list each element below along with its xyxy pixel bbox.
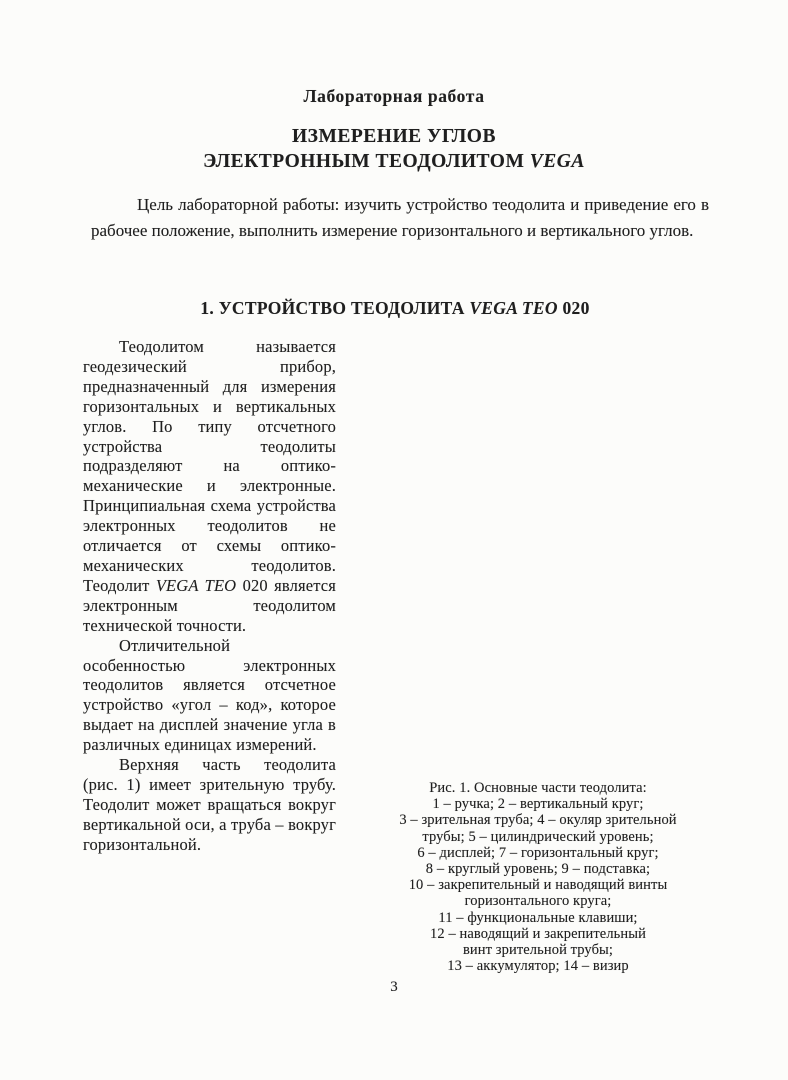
paragraph-1-model: VEGA TEO [155,575,237,595]
section-heading [85,298,705,319]
caption-line: 8 – круглый уровень; 9 – подставка; [425,861,651,878]
caption-line: 10 – закрепительный и наводящий винты [408,877,668,894]
callout-labels [340,340,347,357]
paragraph-1-pre: Теодолитом называется геодезический прибор, предназначенный для измерения горизонтальных и вертикальных углов. По типу отсчетного устройства теодолиты подразделяют на оптико-механические и электронные. Принципиальная схема устройства электронных теодолитов не отличается от схемы оптико-механических теодолитов. Теодолит [83,337,336,595]
caption-line: 13 – аккумулятор; 14 – визир [447,958,629,975]
section-heading-pre: 1. УСТРОЙСТВО ТЕОДОЛИТА [200,298,470,318]
caption-line: 11 – функциональные клавиши; [438,909,638,926]
caption-line: 12 – наводящий и закрепительный [430,925,646,942]
caption-title: Рис. 1. Основные части теодолита: [429,780,647,796]
body-column [83,337,336,855]
kicker: Лабораторная работа [303,86,485,106]
page-title [0,124,788,174]
paragraph-2: Отличительной особенностью электронных теодолитов является отсчетное устройство «угол – код», которое выдает на дисплей значение угла в различных единицах измерений. [83,635,336,755]
title-line-2 [0,149,788,174]
caption-line: трубы; 5 – цилиндрический уровень; [422,828,654,845]
page-number: 3 [390,979,398,995]
section-heading-model: VEGA TEO [469,298,558,318]
theodolite-figure [340,340,725,775]
title-line-2-text: ЭЛЕКТРОННЫМ ТЕОДОЛИТОМ [203,151,530,172]
paragraph-1-post: 020 является электронным теодолитом технической точности. [83,575,336,635]
brand-name: VEGA [529,151,585,172]
caption-line: 1 – ручка; 2 – вертикальный круг; [432,796,644,813]
caption-line: 6 – дисплей; 7 – горизонтальный круг; [417,844,659,861]
paragraph-1 [83,337,336,636]
section-heading-post: 020 [557,298,590,318]
paragraph-3: Верхняя часть теодолита (рис. 1) имеет зрительную трубу. Теодолит может вращаться вокруг вертикальной оси, а труба – вокруг горизонтальной. [83,755,336,854]
title-line-1: ИЗМЕРЕНИЕ УГЛОВ [292,126,496,147]
caption-line: винт зрительной трубы; [462,942,614,959]
figure-caption [350,780,726,974]
caption-line: 3 – зрительная труба; 4 – окуляр зрительной [399,812,677,829]
caption-line: горизонтального круга; [464,893,612,910]
intro-paragraph: Цель лабораторной работы: изучить устройство теодолита и приведение его в рабочее положение, выполнить измерение горизонтального и вертикального углов. [91,195,709,240]
